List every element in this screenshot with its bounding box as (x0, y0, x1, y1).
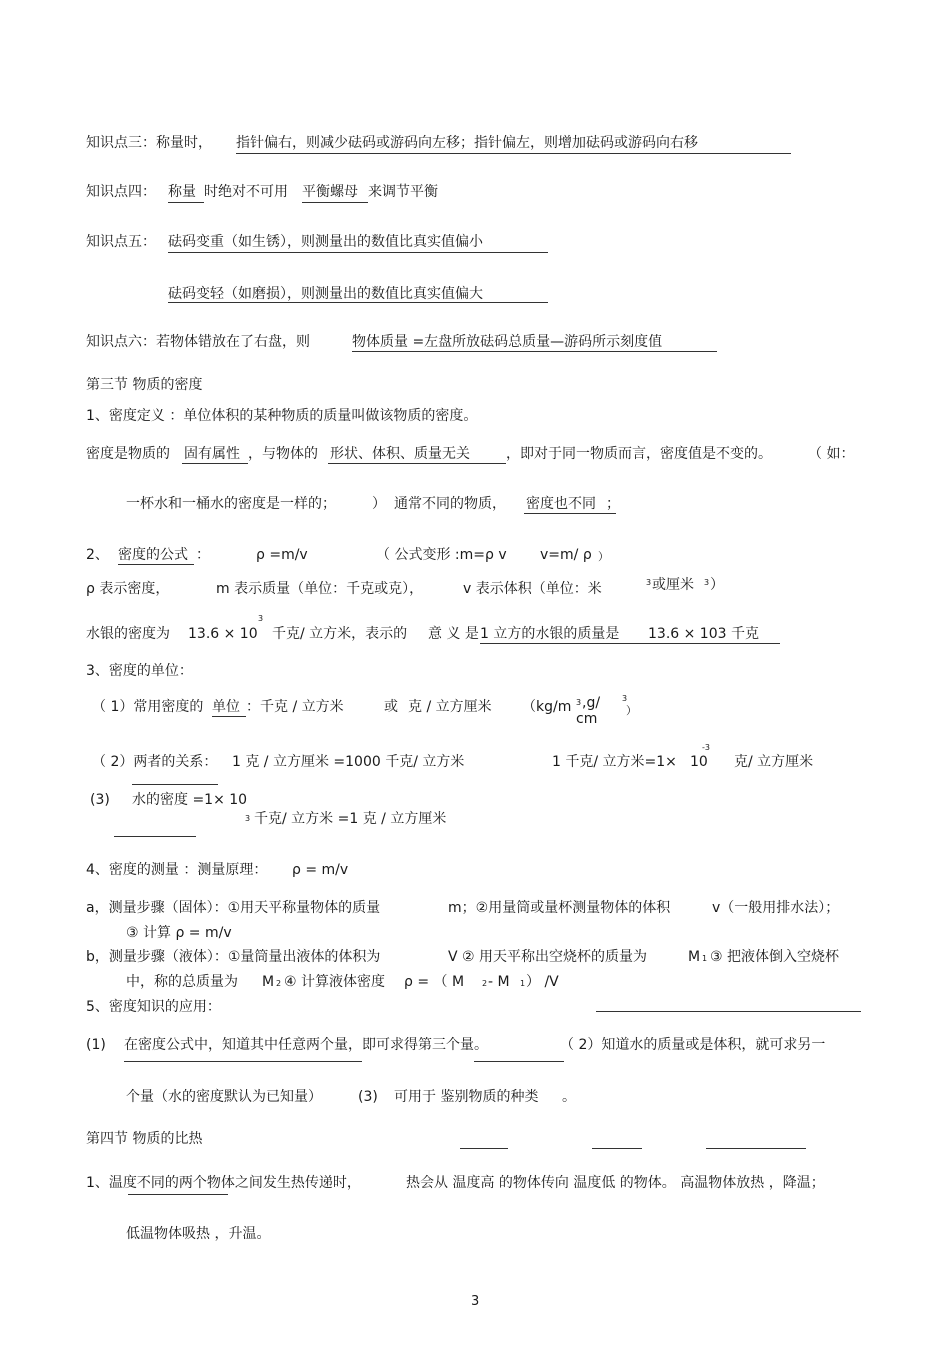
unit-underline (212, 716, 246, 717)
liquid-density-formula: ρ = （ M (404, 974, 465, 990)
unit-relation-2-unit: 克/ 立方厘米 (734, 754, 814, 770)
application-1-num: (1) (86, 1037, 106, 1053)
liquid-steps-m2-sub: 2 (276, 979, 282, 988)
solid-steps-line-2: ③ 计算 ρ = m/v (126, 925, 232, 941)
formula-colon: ： (196, 547, 210, 563)
density-formula: ρ =m/v (256, 547, 308, 563)
water-density-unit: 千克/ 立方米 =1 克 / 立方厘米 (254, 811, 447, 827)
liquid-steps-m1: M (688, 949, 701, 965)
unit-symbol-sup-1: 3 (576, 698, 582, 707)
liquid-steps-line-1b: V ② 用天平称出空烧杯的质量为 (448, 949, 648, 965)
density-property-underline-1 (182, 463, 248, 464)
mercury-meaning-label: 意 义 是 (428, 626, 479, 642)
unit-symbol-close: ） (626, 704, 637, 717)
water-density-num: (3) (90, 792, 110, 808)
density-example-close: ） (372, 496, 386, 512)
density-different-text: 通常不同的物质， (394, 496, 506, 512)
section-4-underline-3 (706, 1148, 806, 1149)
k5-line-1: 砝码变重（如生锈），则测量出的数值比真实值偏小 (168, 234, 483, 250)
k3-answer: 指针偏右，则减少砝码或游码向左移；指针偏左，则增加砝码或游码向右移 (236, 135, 698, 151)
unit-relation-2-exponent: -3 (702, 743, 710, 752)
density-different-blank: 密度也不同 (526, 496, 596, 512)
heat-transfer-line-1: 1、温度不同的两个物体之间发生热传递时， (86, 1175, 361, 1191)
mercury-meaning-underline (480, 643, 780, 644)
formula-variant-2: v=m/ ρ (540, 547, 592, 563)
k4-blank-1: 称量 (168, 184, 196, 200)
k4-text-2: 来调节平衡 (368, 184, 438, 200)
liquid-steps-line-2: 中，称的总质量为 (126, 974, 238, 990)
unit-relation-2-base: 10 (690, 754, 708, 770)
mercury-meaning: 1 立方的水银的质量是 (480, 626, 620, 642)
unit-relation-1: 1 克 / 立方厘米 =1000 千克/ 立方米 (232, 754, 465, 770)
k6-underline (352, 351, 717, 352)
unit-common-label: （ 1）常用密度的 (92, 699, 204, 715)
density-property-text-1: 密度是物质的 (86, 446, 170, 462)
application-1-underline-b (474, 1061, 564, 1062)
mercury-value: 13.6 × 10 (188, 626, 258, 642)
unit-kg: ：千克 / 立方米 (246, 699, 344, 715)
var-volume-sup-1: 3 (646, 578, 652, 587)
k6-label: 知识点六：若物体错放在了右盘，则 (86, 334, 310, 350)
k4-text-1: 时绝对不可用 (204, 184, 288, 200)
density-property-text-3: ，即对于同一物质而言，密度值是不变的。 (506, 446, 772, 462)
heat-transfer-underline (128, 1194, 228, 1195)
heat-transfer-line-2: 低温物体吸热 ，升温。 (126, 1226, 271, 1242)
page-number: 3 (471, 1294, 480, 1309)
solid-steps-line-1: a，测量步骤（固体）：①用天平称量物体的质量 (86, 900, 381, 916)
density-property-text-4: （ 如： (808, 446, 855, 462)
section-4-underline-2 (592, 1148, 642, 1149)
k3-label: 知识点三：称量时， (86, 135, 212, 151)
liquid-density-minus: - M (488, 974, 510, 990)
application-underline (596, 1011, 861, 1012)
application-3-num: (3) (358, 1089, 378, 1105)
application-1: 在密度公式中，知道其中任意两个量，即可求得第三个量。 (124, 1037, 488, 1053)
density-property-blank-1: 固有属性 (184, 446, 240, 462)
formula-number: 2、 (86, 547, 109, 563)
mercury-meaning-value: 13.6 × 103 千克 (648, 626, 759, 642)
density-example: 一杯水和一桶水的密度是一样的； (126, 496, 336, 512)
k4-underline-1 (168, 202, 204, 203)
liquid-density-m2-sub: 2 (482, 979, 488, 988)
var-volume-alt: 或厘米 (652, 577, 694, 593)
var-volume-sup-2: 3 (704, 578, 710, 587)
formula-variant-1: （ 公式变形 :m=ρ v (376, 547, 507, 563)
density-different-underline (524, 513, 616, 514)
formula-name: 密度的公式 (118, 547, 188, 563)
density-property-text-2: ，与物体的 (248, 446, 318, 462)
application-3-end: 。 (562, 1089, 576, 1105)
water-density-exponent: 3 (245, 814, 251, 823)
density-different-end: ； (606, 496, 620, 512)
mercury-exponent: 3 (258, 614, 264, 623)
density-property-underline-2 (328, 463, 506, 464)
section-4-title: 第四节 物质的比热 (86, 1131, 203, 1147)
measurement-title: 4、密度的测量 ：测量原理： (86, 862, 268, 878)
unit-or: 或 (384, 699, 398, 715)
liquid-steps-line-1d: ③ 把液体倒入空烧杯 (710, 949, 840, 965)
unit-symbol-cm: cm (576, 711, 598, 727)
k6-answer: 物体质量 =左盘所放砝码总质量—游码所示刻度值 (352, 334, 663, 350)
liquid-steps-line-2c: ④ 计算液体密度 (284, 974, 386, 990)
liquid-density-m1-sub: 1 (520, 979, 526, 988)
measurement-principle: ρ = m/v (292, 862, 349, 878)
unit-symbol-sup-2: 3 (622, 694, 628, 703)
application-title: 5、密度知识的应用： (86, 999, 221, 1015)
k4-label: 知识点四： (86, 184, 156, 200)
water-density-value: 水的密度 =1× 10 (132, 792, 248, 808)
liquid-steps-m1-sub: 1 (702, 954, 708, 963)
var-rho: ρ 表示密度， (86, 581, 170, 597)
unit-relation-label: （ 2）两者的关系： (92, 754, 218, 770)
liquid-density-end: ） /V (526, 974, 559, 990)
mercury-label: 水银的密度为 (86, 626, 170, 642)
density-definition: 1、密度定义 ：单位体积的某种物质的质量叫做该物质的密度。 (86, 408, 478, 424)
section-3-title: 第三节 物质的密度 (86, 377, 203, 393)
k3-underline (236, 153, 791, 154)
density-property-blank-2: 形状、体积、质量无关 (330, 446, 470, 462)
k4-blank-2: 平衡螺母 (302, 184, 358, 200)
solid-steps-line-1b: m；②用量筒或量杯测量物体的体积 (448, 900, 671, 916)
liquid-steps-m2: M (262, 974, 275, 990)
unit-relation-underline (132, 784, 218, 785)
var-mass: m 表示质量（单位：千克或克）， (216, 581, 424, 597)
k5-underline-2 (168, 302, 548, 303)
k5-line-2: 砝码变轻（如磨损），则测量出的数值比真实值偏大 (168, 286, 483, 302)
heat-transfer-line-1b: 热会从 温度高 的物体传向 温度低 的物体。 高温物体放热 ，降温； (406, 1175, 825, 1191)
density-unit-title: 3、密度的单位： (86, 663, 193, 679)
section-4-underline-1 (460, 1148, 508, 1149)
solid-steps-line-1c: v（一般用排水法）； (712, 900, 840, 916)
var-volume-close: ） (710, 577, 724, 593)
water-density-underline (114, 836, 196, 837)
mercury-unit: 千克/ 立方米，表示的 (272, 626, 408, 642)
unit-relation-2: 1 千克/ 立方米=1× (552, 754, 677, 770)
liquid-steps-line-1: b，测量步骤（液体）：①量筒量出液体的体积为 (86, 949, 381, 965)
k5-underline-1 (168, 252, 548, 253)
unit-symbol: （kg/m (522, 699, 572, 715)
k4-underline-2 (302, 202, 368, 203)
unit-g: 克 / 立方厘米 (408, 699, 492, 715)
unit-symbol-g: ,g/ (582, 695, 601, 711)
application-2-cont: 个量（水的密度默认为已知量） (126, 1089, 322, 1105)
application-2: （ 2）知道水的质量或是体积，就可求另一 (560, 1037, 826, 1053)
application-3: 可用于 鉴别物质的种类 (394, 1089, 539, 1105)
formula-name-underline (118, 564, 194, 565)
k5-label: 知识点五： (86, 234, 156, 250)
application-1-underline-a (124, 1061, 362, 1062)
var-volume: v 表示体积（单位：米 (463, 581, 602, 597)
formula-variant-close: ） (598, 550, 609, 563)
unit-blank: 单位 (212, 699, 240, 715)
